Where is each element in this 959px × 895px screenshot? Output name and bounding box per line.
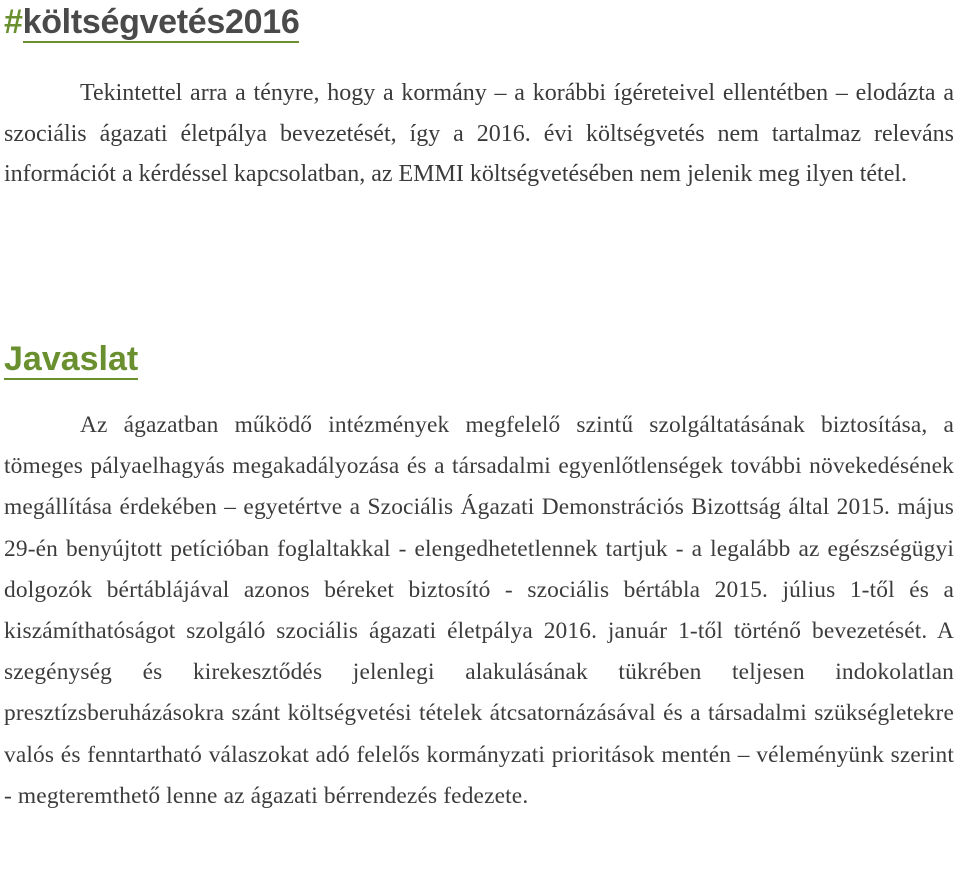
intro-section	[4, 73, 954, 195]
proposal-paragraph: Az ágazatban működő intézmények megfelelő szintű szolgáltatásának biztosítása, a tömeges pályaelhagyás megakadályozása és a társadalmi egyenlőtlenségek további növekedésének megállítása érdekében – egyetértve a Szociális Ágazati Demonstrációs Bizottság által 2015. május 29-én benyújtott petícióban foglaltakkal - elengedhetetlennek tartjuk - a legalább az egészségügyi dolgozók bértáblájával azonos béreket biztosító - szociális bértábla 2015. július 1-től és a kiszámíthatóságot szolgáló szociális ágazati életpálya 2016. január 1-től történő bevezetését. A szegénység és kirekesztődés jelenlegi alakulásának tükrében teljesen indokolatlan presztízsberuházásokra szánt költségvetési tételek átcsatornázásával és a társadalmi szükségletekre valós és fenntartható válaszokat adó felelős kormányzati prioritások mentén – véleményünk szerint - megteremthető lenne az ágazati bérrendezés fedezete.	[4, 412, 954, 809]
page-header	[4, 0, 299, 44]
intro-paragraph: Tekintettel arra a tényre, hogy a kormány – a korábbi ígéreteivel ellentétben – elodázta a szociális ágazati életpálya bevezetését, így a 2016. évi költségvetés nem tartalmaz releváns információt a kérdéssel kapcsolatban, az EMMI költségvetésében nem jelenik meg ilyen tétel.	[4, 80, 954, 188]
hashtag-title: költségvetés2016	[22, 3, 300, 41]
section-title: Javaslat	[4, 340, 139, 378]
proposal-section	[4, 405, 954, 817]
hashtag-symbol: #	[4, 3, 23, 41]
section-heading	[4, 336, 138, 382]
